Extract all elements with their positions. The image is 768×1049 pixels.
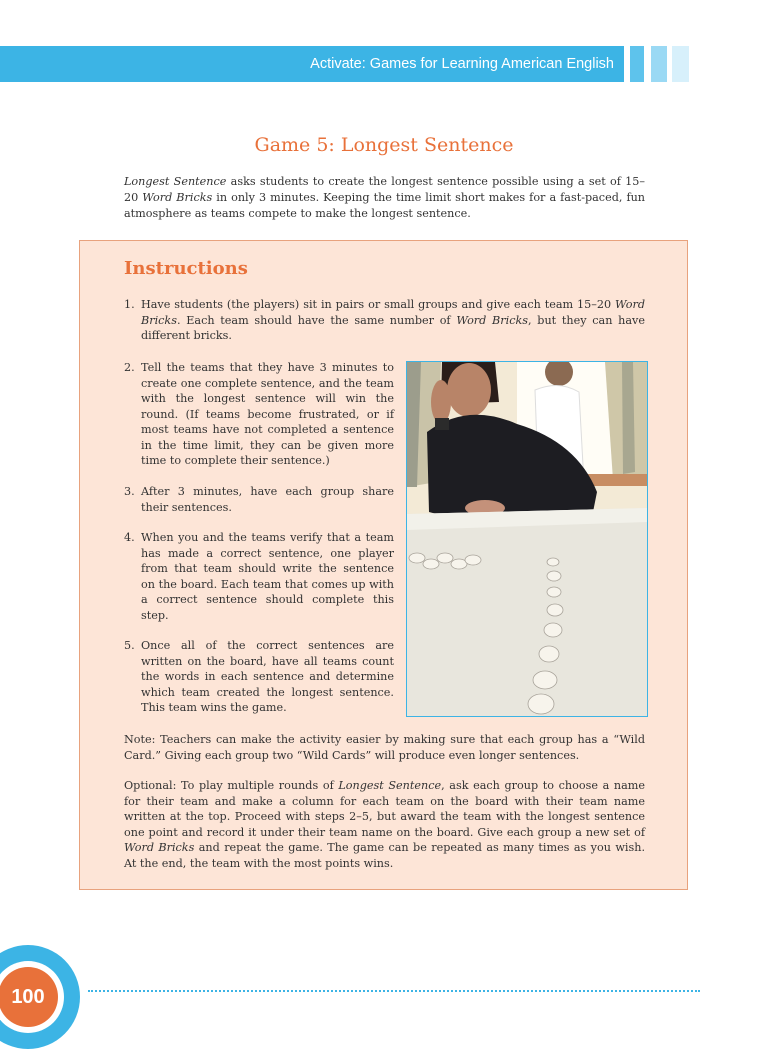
instruction-step-4: 4. When you and the teams verify that a team has made a correct sentence, one player from that team should write the sentence on the board. Each team that comes up with a correct sentence should complete this step. (124, 531, 394, 622)
header-title: Activate: Games for Learning American English (310, 56, 614, 72)
page-number: 100 (0, 967, 58, 1027)
header-band (0, 46, 624, 82)
instruction-step-3: 3. After 3 minutes, have each group share their sentences. (124, 485, 394, 514)
header-stripe (672, 46, 689, 82)
intro-paragraph: Longest Sentence asks students to create the longest sentence possible using a set of 15–20 Word Bricks in only 3 minutes. Keeping the time limit short makes for a fast-paced, fun atmosphere as teams compete to make the longest sentence. (124, 175, 645, 220)
game-title: Game 5: Longest Sentence (254, 134, 514, 156)
optional-paragraph: Optional: To play multiple rounds of Longest Sentence, ask each group to choose a name for their team and make a column for each team on the board with their team name written at the top. Proceed with steps 2–5, but award the team with the longest sentence one point and record it under their team name on the board. Give each group a new set of Word Bricks and repeat the game. The game can be repeated as many times as you wish. At the end, the team with the most points wins. (124, 779, 645, 870)
instructions-heading: Instructions (124, 258, 248, 279)
instruction-step-2: 2. Tell the teams that they have 3 minutes to create one complete sentence, and the team with the longest sentence will win the round. (If teams become frustrated, or if most teams have not completed a sentence in the time limit, they can be given more time to complete their sentence.) (124, 361, 394, 467)
footer-dotted-line (88, 990, 700, 992)
classroom-photo (406, 361, 648, 717)
header-stripe (651, 46, 667, 82)
note-paragraph: Note: Teachers can make the activity easier by making sure that each group has a “Wild Card.” Giving each group two “Wild Cards” will produce even longer sentences. (124, 733, 645, 762)
instruction-step-5: 5. Once all of the correct sentences are written on the board, have all teams count the words in each sentence and determine which team created the longest sentence. This team wins the game. (124, 639, 394, 714)
header-stripe (630, 46, 644, 82)
instruction-step-1: 1. Have students (the players) sit in pairs or small groups and give each team 15–20 Word Bricks. Each team should have the same number of Word Bricks, but they can have different bricks. (124, 298, 645, 342)
